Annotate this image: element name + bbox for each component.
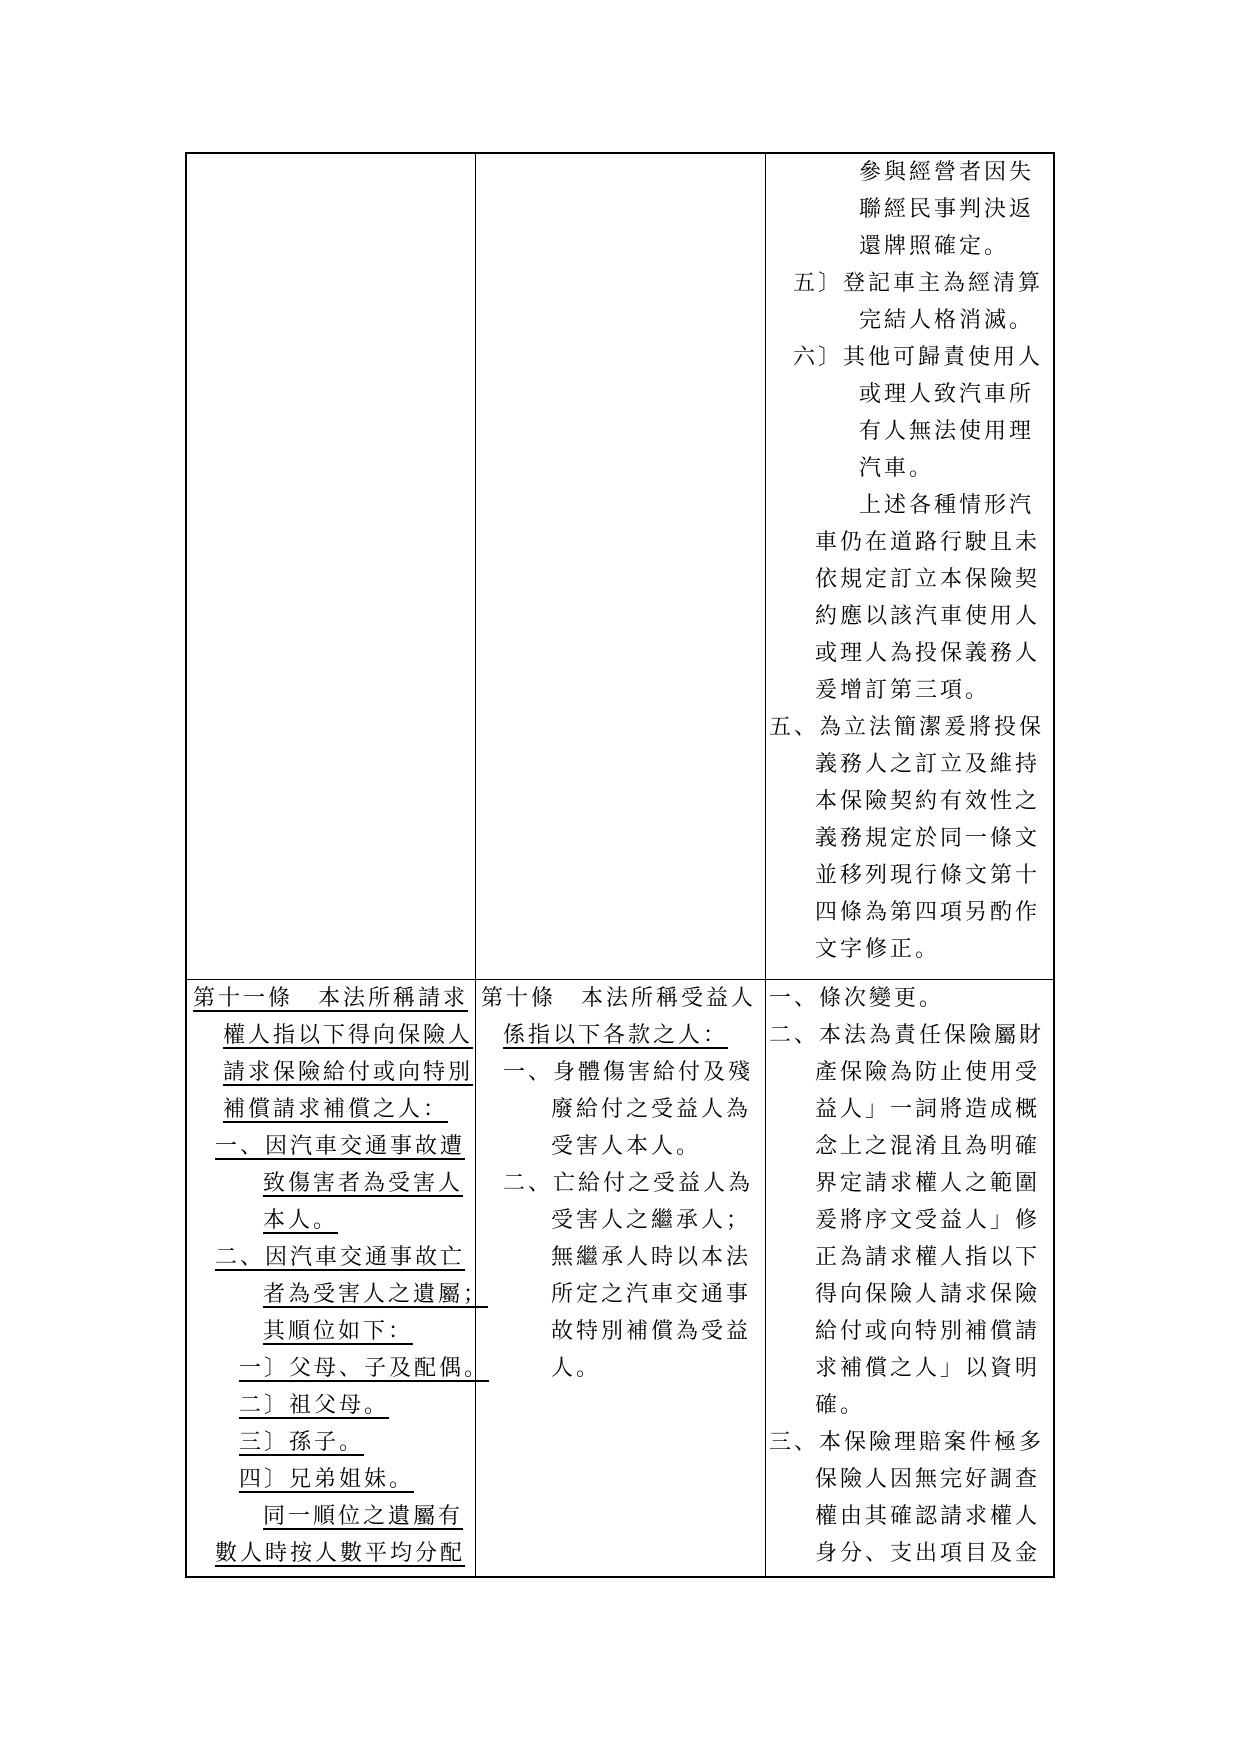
text-line: 聯經民事判決返 [859, 197, 1035, 222]
text-line: 係指以下各款之人： [503, 1023, 729, 1048]
text-line: 第十一條 本法所稱請求 [193, 986, 469, 1011]
text-line: 三〕孫子。 [239, 1430, 365, 1455]
text-line: 參與經營者因失 [859, 160, 1035, 185]
text-line: 義務規定於同一條文 [815, 826, 1041, 851]
text-line: 上述各種情形汽 [859, 493, 1035, 518]
text-line: 二、因汽車交通事故亡 [215, 1245, 466, 1270]
text-line: 本人。 [263, 1208, 339, 1233]
text-line: 二〕祖父母。 [239, 1393, 390, 1418]
text-line: 權由其確認請求權人 [815, 1504, 1041, 1529]
amended-text-cell [187, 979, 490, 1580]
text-line: 權人指以下得向保險人 [223, 1023, 474, 1048]
text-line: 廢給付之受益人為 [551, 1097, 752, 1122]
text-line: 車仍在道路行駛且未 [815, 530, 1041, 555]
text-line: 念上之混淆且為明確 [815, 1134, 1041, 1159]
text-line: 身分、支出項目及金 [815, 1541, 1041, 1566]
text-line: 第十條 本法所稱受益人 [481, 986, 757, 1011]
text-line: 二、本法為責任保險屬財 [769, 1023, 1045, 1048]
text-line: 四〕兄弟姐妹。 [239, 1467, 415, 1492]
text-line: 其順位如下： [263, 1319, 414, 1344]
current-text-cell [475, 979, 765, 1580]
text-line: 數人時按人數平均分配 [215, 1541, 466, 1566]
text-line: 約應以該汽車使用人 [815, 604, 1041, 629]
text-line: 五〕登記車主為經清算 [793, 271, 1044, 296]
comparison-table [185, 152, 1055, 1578]
text-line: 同一順位之遺屬有 [263, 1504, 464, 1529]
text-line: 有人無法使用理 [859, 419, 1035, 444]
text-line: 求補償之人」以資明 [815, 1356, 1041, 1381]
text-line: 或理人為投保義務人 [815, 641, 1041, 666]
text-line: 還牌照確定。 [859, 234, 1010, 259]
text-line: 爰增訂第三項。 [815, 678, 991, 703]
text-line: 故特別補償為受益 [551, 1319, 752, 1344]
text-line: 保險人因無完好調查 [815, 1467, 1041, 1492]
upper-explanation-cell [765, 154, 1057, 979]
text-line: 致傷害者為受害人 [263, 1171, 464, 1196]
text-line: 五、為立法簡潔爰將投保 [769, 715, 1045, 740]
text-line: 界定請求權人之範圍 [815, 1171, 1041, 1196]
text-line: 無繼承人時以本法 [551, 1245, 752, 1270]
text-line: 四條為第四項另酌作 [815, 900, 1041, 925]
text-line: 完結人格消滅。 [859, 308, 1035, 333]
explanation-cell [765, 979, 1057, 1580]
text-line: 一、身體傷害給付及殘 [503, 1060, 754, 1085]
text-line: 一、條次變更。 [769, 986, 945, 1011]
text-line: 依規定訂立本保險契 [815, 567, 1041, 592]
text-line: 請求保險給付或向特別 [223, 1060, 474, 1085]
text-line: 並移列現行條文第十 [815, 863, 1041, 888]
text-line: 或理人致汽車所 [859, 382, 1035, 407]
text-line: 三、本保險理賠案件極多 [769, 1430, 1045, 1455]
text-line: 六〕其他可歸責使用人 [793, 345, 1044, 370]
text-line: 爰將序文受益人」修 [815, 1208, 1041, 1233]
text-line: 文字修正。 [815, 937, 941, 962]
text-line: 二、亡給付之受益人為 [503, 1171, 754, 1196]
text-line: 給付或向特別補償請 [815, 1319, 1041, 1344]
text-line: 益人」一詞將造成概 [815, 1097, 1041, 1122]
text-line: 人。 [551, 1356, 602, 1381]
text-line: 正為請求權人指以下 [815, 1245, 1041, 1270]
text-line: 者為受害人之遺屬； [263, 1282, 489, 1307]
text-line: 受害人之繼承人； [551, 1208, 752, 1233]
text-line: 一、因汽車交通事故遭 [215, 1134, 466, 1159]
text-line: 補償請求補償之人： [223, 1097, 449, 1122]
text-line: 確。 [815, 1393, 866, 1418]
text-line: 一〕父母、子及配偶。 [239, 1356, 490, 1381]
text-line: 汽車。 [859, 456, 935, 481]
text-line: 得向保險人請求保險 [815, 1282, 1041, 1307]
text-line: 所定之汽車交通事 [551, 1282, 752, 1307]
text-line: 本保險契約有效性之 [815, 789, 1041, 814]
text-line: 產保險為防止使用受 [815, 1060, 1041, 1085]
text-line: 義務人之訂立及維持 [815, 752, 1041, 777]
text-line: 受害人本人。 [551, 1134, 702, 1159]
